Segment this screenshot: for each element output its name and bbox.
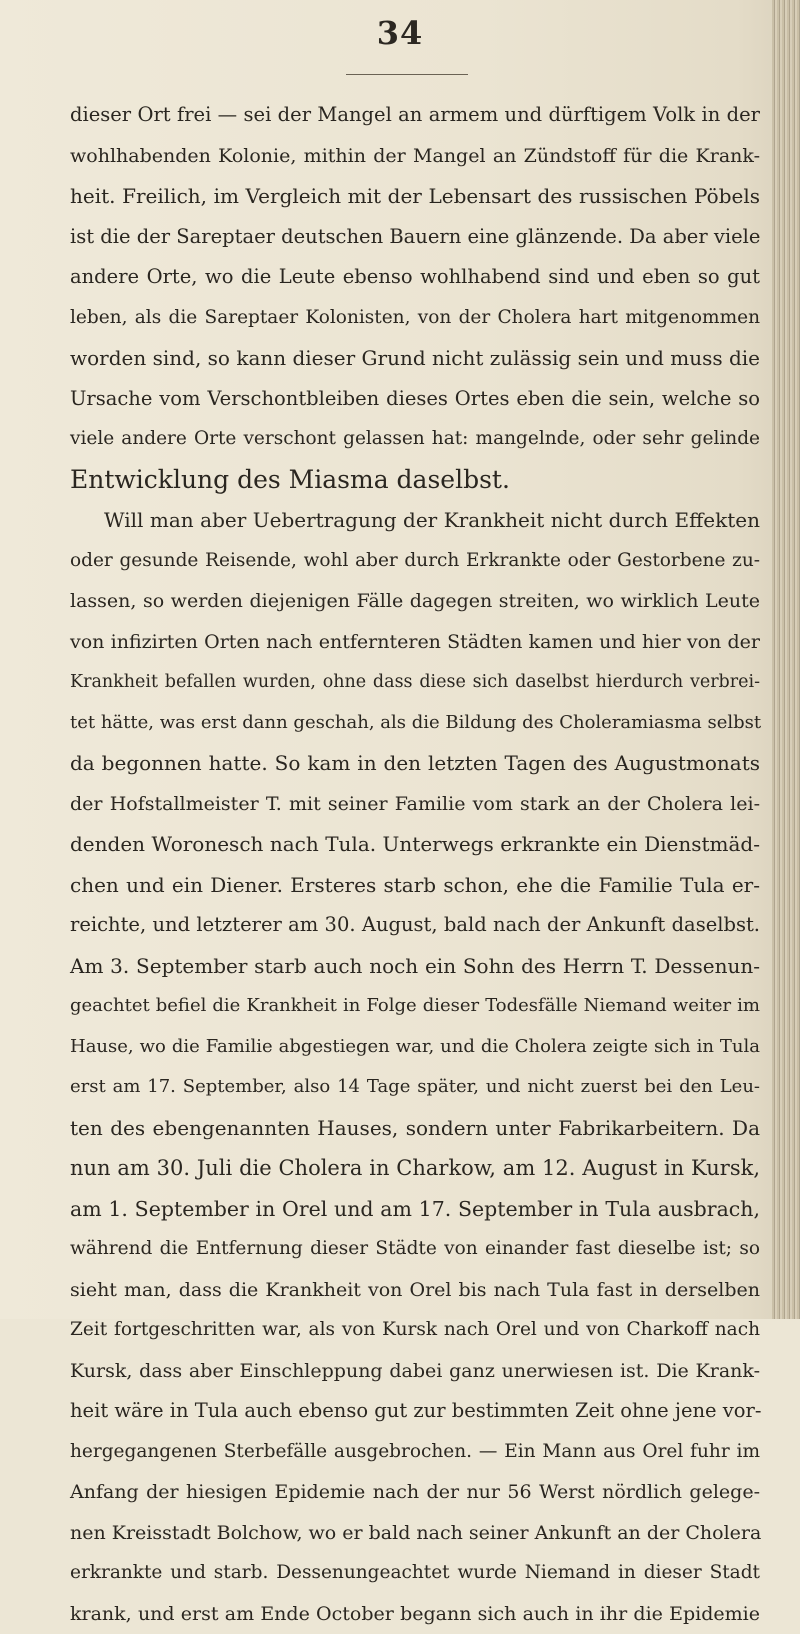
text-line: Kursk, dass aber Einschleppung dabei ganz unerwiesen ist. Die Krank- — [70, 1351, 760, 1392]
text-line: Anfang der hiesigen Epidemie nach der nur 56 Werst nördlich gelege- — [70, 1472, 760, 1513]
header-rule — [346, 74, 468, 75]
text-line: Hause, wo die Familie abgestiegen war, und die Cholera zeigte sich in Tula — [70, 1027, 760, 1068]
page-edge-binding — [772, 0, 800, 1319]
text-line: andere Orte, wo die Leute ebenso wohlhabend sind und eben so gut — [70, 257, 760, 298]
text-line: während die Entfernung dieser Städte von einander fast dieselbe ist; so — [70, 1229, 760, 1270]
text-line: hergegangenen Sterbefälle ausgebrochen. — Ein Mann aus Orel fuhr im — [70, 1432, 760, 1473]
text-line: viele andere Orte verschont gelassen hat: mangelnde, oder sehr gelinde — [70, 419, 760, 460]
text-line: chen und ein Diener. Ersteres starb schon, ehe die Familie Tula er- — [70, 865, 760, 906]
text-line: Krankheit befallen wurden, ohne dass diese sich daselbst hierdurch verbrei- — [70, 662, 760, 703]
text-line: leben, als die Sareptaer Kolonisten, von der Cholera hart mitgenommen — [70, 298, 760, 339]
text-line: wohlhabenden Kolonie, mithin der Mangel an Zündstoff für die Krank- — [70, 136, 760, 177]
text-line: Ursache vom Verschontbleiben dieses Ortes eben die sein, welche so — [70, 379, 760, 420]
text-line: dieser Ort frei — sei der Mangel an armem und dürftigem Volk in der — [70, 95, 760, 136]
text-line: krank, und erst am Ende October begann sich auch in ihr die Epidemie — [70, 1594, 760, 1634]
text-line: erkrankte und starb. Dessenungeachtet wurde Niemand in dieser Stadt — [70, 1553, 760, 1594]
text-line: Am 3. September starb auch noch ein Sohn des Herrn T. Dessenun- — [70, 946, 760, 987]
text-line: oder gesunde Reisende, wohl aber durch Erkrankte oder Gestorbene zu- — [70, 541, 760, 582]
text-line: ist die der Sareptaer deutschen Bauern eine glänzende. Da aber viele — [70, 217, 760, 258]
text-line: erst am 17. September, also 14 Tage später, und nicht zuerst bei den Leu- — [70, 1067, 760, 1108]
text-line: lassen, so werden diejenigen Fälle dagegen streiten, wo wirklich Leute — [70, 581, 760, 622]
text-line: nun am 30. Juli die Cholera in Charkow, am 12. August in Kursk, — [70, 1148, 760, 1189]
paragraph-start-line: Will man aber Uebertragung der Krankheit nicht durch Effekten — [70, 500, 760, 541]
text-line: nen Kreisstadt Bolchow, wo er bald nach seiner Ankunft an der Cholera — [70, 1513, 760, 1554]
text-line: denden Woronesch nach Tula. Unterwegs erkrankte ein Dienstmäd- — [70, 824, 760, 865]
text-line: tet hätte, was erst dann geschah, als die Bildung des Choleramiasma selbst — [70, 703, 760, 744]
text-line: ten des ebengenannten Hauses, sondern unter Fabrikarbeitern. Da — [70, 1108, 760, 1149]
text-line: Zeit fortgeschritten war, als von Kursk nach Orel und von Charkoff nach — [70, 1310, 760, 1351]
text-line: da begonnen hatte. So kam in den letzten Tagen des Augustmonats — [70, 743, 760, 784]
text-line: heit. Freilich, im Vergleich mit der Lebensart des russischen Pöbels — [70, 176, 760, 217]
text-line: der Hofstallmeister T. mit seiner Familie vom stark an der Cholera lei- — [70, 784, 760, 825]
text-line: heit wäre in Tula auch ebenso gut zur bestimmten Zeit ohne jene vor- — [70, 1391, 760, 1432]
text-line: sieht man, dass die Krankheit von Orel bis nach Tula fast in derselben — [70, 1270, 760, 1311]
text-line: am 1. September in Orel und am 17. September in Tula ausbrach, — [70, 1189, 760, 1230]
text-line: geachtet befiel die Krankheit in Folge dieser Todesfälle Niemand weiter im — [70, 986, 760, 1027]
text-line: von infizirten Orten nach entfernteren Städten kamen und hier von der — [70, 622, 760, 663]
paragraph-end-line: Entwicklung des Miasma daselbst. — [70, 460, 760, 501]
body-text — [70, 95, 760, 1634]
page-number: 34 — [374, 14, 426, 52]
text-line: reichte, und letzterer am 30. August, bald nach der Ankunft daselbst. — [70, 905, 760, 946]
text-line: worden sind, so kann dieser Grund nicht zulässig sein und muss die — [70, 338, 760, 379]
